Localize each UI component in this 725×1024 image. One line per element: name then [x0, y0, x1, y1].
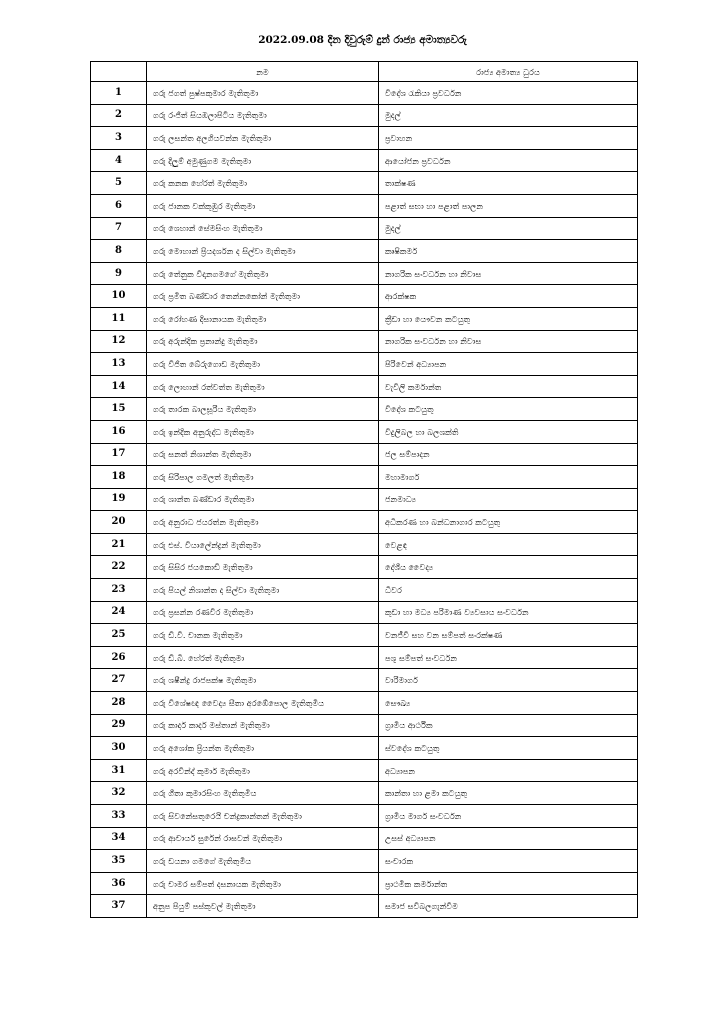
row-number: 2: [91, 104, 147, 127]
minister-portfolio: උසස් අධ්‍යාපන: [379, 827, 638, 850]
table-row: [91, 104, 638, 127]
table-row: [91, 194, 638, 217]
row-number: 7: [91, 217, 147, 240]
row-number: 36: [91, 872, 147, 895]
table-row: [91, 217, 638, 240]
minister-portfolio: අධිකරණ හා බන්ධනාගාර කටයුතු: [379, 511, 638, 534]
row-number: 21: [91, 533, 147, 556]
table-row: [91, 353, 638, 376]
minister-name: ගරු ඉන්දික අනුරුද්ධ මැතිතුමා: [147, 420, 379, 443]
minister-portfolio: තාක්ෂණ: [379, 172, 638, 195]
table-row: [91, 827, 638, 850]
minister-portfolio: ප්‍රවාහන: [379, 127, 638, 150]
minister-portfolio: ජනමාධ්‍ය: [379, 488, 638, 511]
row-number: 24: [91, 601, 147, 624]
minister-portfolio: ග්‍රාමීය මාර්ග සංවර්ධන: [379, 805, 638, 828]
table-row: [91, 82, 638, 105]
minister-name: ගරු දිලුම් අමුණුගම මැතිතුමා: [147, 149, 379, 172]
row-number: 8: [91, 240, 147, 263]
minister-portfolio: නාගරික සංවර්ධන හා නිවාස: [379, 330, 638, 353]
table-row: [91, 579, 638, 602]
minister-name: ගරු සිවනේසතුරෙයි චන්ද්‍රකාන්තන් මැතිතුමා: [147, 805, 379, 828]
minister-portfolio: විදේශ රැකියා ප්‍රවර්ධන: [379, 82, 638, 105]
minister-portfolio: නාගරික සංවර්ධන හා නිවාස: [379, 262, 638, 285]
minister-name: අනුප පියුම් පස්කුවල් මැතිතුමා: [147, 895, 379, 918]
minister-portfolio: මුදල්: [379, 217, 638, 240]
table-row: [91, 872, 638, 895]
row-number: 1: [91, 82, 147, 105]
table-row: [91, 466, 638, 489]
row-number: 29: [91, 714, 147, 737]
table-row: [91, 759, 638, 782]
minister-portfolio: ධීවර: [379, 579, 638, 602]
row-number: 34: [91, 827, 147, 850]
header-name: නම: [147, 62, 379, 82]
minister-name: ගරු අනුරාධ ජයරත්න මැතිතුමා: [147, 511, 379, 534]
minister-portfolio: කුඩා හා මධ්‍ය පරිමාණ ව්‍යවසාය සංවර්ධන: [379, 601, 638, 624]
minister-portfolio: වාරිමාර්ග: [379, 669, 638, 692]
table-row: [91, 307, 638, 330]
minister-name: ගරු අරවින්ද් කුමාර් මැතිතුමා: [147, 759, 379, 782]
minister-name: ගරු අශෝක ප්‍රියන්ත මැතිතුමා: [147, 737, 379, 760]
row-number: 9: [91, 262, 147, 285]
table-row: [91, 285, 638, 308]
minister-name: ගරු රෝහණ දිසානායක මැතිතුමා: [147, 307, 379, 330]
minister-name: ගරු ආචාර්ය සුරේන් රාඝවන් මැතිතුමා: [147, 827, 379, 850]
row-number: 6: [91, 194, 147, 217]
row-number: 5: [91, 172, 147, 195]
minister-name: ගරු රංජිත් සියඹලාපිටිය මැතිතුමා: [147, 104, 379, 127]
minister-portfolio: මුදල්: [379, 104, 638, 127]
minister-portfolio: මහාමාර්ග: [379, 466, 638, 489]
minister-name: ගරු ඩී.බී. හේරත් මැතිතුමා: [147, 646, 379, 669]
minister-name: ගරු ගීතා කුමාරසිංහ මැතිතුමිය: [147, 782, 379, 805]
minister-name: ගරු ජානක වක්කුඹුර මැතිතුමා: [147, 194, 379, 217]
minister-portfolio: ප්‍රාථමික කර්මාන්ත: [379, 872, 638, 895]
minister-portfolio: අධ්‍යාපන: [379, 759, 638, 782]
minister-portfolio: සමාජ සවිබලගැන්වීම: [379, 895, 638, 918]
table-row: [91, 420, 638, 443]
row-number: 33: [91, 805, 147, 828]
row-number: 30: [91, 737, 147, 760]
table-row: [91, 850, 638, 873]
minister-portfolio: පශු සම්පත් සංවර්ධන: [379, 646, 638, 669]
minister-name: ගරු පියල් නිශාන්ත ද සිල්වා මැතිතුමා: [147, 579, 379, 602]
table-row: [91, 714, 638, 737]
minister-portfolio: පිරිවෙන් අධ්‍යාපන: [379, 353, 638, 376]
minister-portfolio: සෞඛ්‍ය: [379, 692, 638, 715]
row-number: 35: [91, 850, 147, 873]
row-number: 23: [91, 579, 147, 602]
minister-portfolio: වෙළඳ: [379, 533, 638, 556]
minister-name: ගරු සනත් නිශාන්ත මැතිතුමා: [147, 443, 379, 466]
row-number: 13: [91, 353, 147, 376]
minister-portfolio: වනජීවී සහ වන සම්පත් සංරක්ෂණ: [379, 624, 638, 647]
minister-name: ගරු තාරක බාලසූරිය මැතිතුමා: [147, 398, 379, 421]
row-number: 11: [91, 307, 147, 330]
table-row: [91, 646, 638, 669]
table-row: [91, 330, 638, 353]
row-number: 20: [91, 511, 147, 534]
table-row: [91, 488, 638, 511]
table-row: [91, 692, 638, 715]
minister-portfolio: ආරක්ෂක: [379, 285, 638, 308]
table-row: [91, 895, 638, 918]
row-number: 16: [91, 420, 147, 443]
minister-portfolio: කෘෂිකර්ම: [379, 240, 638, 263]
header-portfolio: රාජ්‍ය අමාත්‍ය ධුරය: [379, 62, 638, 82]
table-row: [91, 601, 638, 624]
row-number: 10: [91, 285, 147, 308]
row-number: 17: [91, 443, 147, 466]
minister-name: ගරු ප්‍රමිත බණ්ඩාර තෙන්නකෝන් මැතිතුමා: [147, 285, 379, 308]
table-row: [91, 443, 638, 466]
table-row: [91, 669, 638, 692]
minister-name: ගරු ජගත් පුෂ්පකුමාර මැතිතුමා: [147, 82, 379, 105]
minister-name: ගරු විජිත බේරුගොඩ මැතිතුමා: [147, 353, 379, 376]
table-row: [91, 533, 638, 556]
minister-portfolio: වැවිලි කර්මාන්ත: [379, 375, 638, 398]
header-number: [91, 62, 147, 82]
minister-name: ගරු කනක හේරත් මැතිතුමා: [147, 172, 379, 195]
table-row: [91, 624, 638, 647]
table-row: [91, 375, 638, 398]
minister-portfolio: ක්‍රීඩා හා යෞවන කටයුතු: [379, 307, 638, 330]
row-number: 3: [91, 127, 147, 150]
row-number: 19: [91, 488, 147, 511]
minister-name: ගරු සිරිපාල ගමලත් මැතිතුමා: [147, 466, 379, 489]
table-row: [91, 556, 638, 579]
minister-portfolio: විදුලිබල හා බලශක්ති: [379, 420, 638, 443]
table-row: [91, 398, 638, 421]
minister-name: ගරු ශෙහාන් සේමසිංහ මැතිතුමා: [147, 217, 379, 240]
minister-name: ගරු ශාන්ත බණ්ඩාර මැතිතුමා: [147, 488, 379, 511]
table-row: [91, 737, 638, 760]
minister-name: ගරු අරුන්දික ප්‍රනාන්දු මැතිතුමා: [147, 330, 379, 353]
minister-name: ගරු චාමර සම්පත් දසනායක මැතිතුමා: [147, 872, 379, 895]
page-title: 2022.09.08 දින දිවුරුම් දුන් රාජ්‍ය අමාත්‍යවරු: [258, 34, 467, 46]
row-number: 15: [91, 398, 147, 421]
table-row: [91, 782, 638, 805]
minister-name: ගරු ශෂීන්ද්‍ර රාජපක්ෂ මැතිතුමා: [147, 669, 379, 692]
minister-portfolio: ජල සම්පාදන: [379, 443, 638, 466]
minister-portfolio: කාන්තා හා ළමා කටයුතු: [379, 782, 638, 805]
minister-name: ගරු විශේෂඥ වෛද්‍ය සීතා අරඹේපොල මැතිතුමිය: [147, 692, 379, 715]
row-number: 28: [91, 692, 147, 715]
row-number: 31: [91, 759, 147, 782]
minister-portfolio: සංචාරක: [379, 850, 638, 873]
minister-name: ගරු ඩී.වී. චානක මැතිතුමා: [147, 624, 379, 647]
row-number: 26: [91, 646, 147, 669]
minister-portfolio: විදේශ කටයුතු: [379, 398, 638, 421]
row-number: 4: [91, 149, 147, 172]
table-row: [91, 127, 638, 150]
minister-portfolio: ආයෝජන ප්‍රවර්ධන: [379, 149, 638, 172]
ministers-table: [90, 61, 638, 918]
table-header: [91, 62, 638, 82]
table-row: [91, 805, 638, 828]
minister-portfolio: පළාත් සභා හා පළාත් පාලන: [379, 194, 638, 217]
row-number: 37: [91, 895, 147, 918]
minister-name: ගරු එස්. වියාලේන්ද්‍රන් මැතිතුමා: [147, 533, 379, 556]
row-number: 25: [91, 624, 147, 647]
minister-name: ගරු ලසන්ත අලගියවන්න මැතිතුමා: [147, 127, 379, 150]
table-row: [91, 511, 638, 534]
table-body: [91, 82, 638, 918]
minister-portfolio: ස්වදේශ කටයුතු: [379, 737, 638, 760]
table-row: [91, 240, 638, 263]
row-number: 22: [91, 556, 147, 579]
table-row: [91, 262, 638, 285]
row-number: 27: [91, 669, 147, 692]
minister-name: ගරු ඩයනා ගමගේ මැතිතුමිය: [147, 850, 379, 873]
minister-portfolio: ග්‍රාමීය ආර්ථික: [379, 714, 638, 737]
minister-portfolio: දේශීය වෛද්‍ය: [379, 556, 638, 579]
row-number: 32: [91, 782, 147, 805]
table-row: [91, 149, 638, 172]
header-row: [91, 62, 638, 82]
table-row: [91, 172, 638, 195]
row-number: 12: [91, 330, 147, 353]
minister-name: ගරු කාදර් කාදර් මස්තාන් මැතිතුමා: [147, 714, 379, 737]
minister-name: ගරු මොහාන් ප්‍රියදර්ශන ද සිල්වා මැතිතුමා: [147, 240, 379, 263]
minister-name: ගරු සිසිර ජයකොඩි මැතිතුමා: [147, 556, 379, 579]
row-number: 14: [91, 375, 147, 398]
row-number: 18: [91, 466, 147, 489]
minister-name: ගරු ලොහාන් රත්වත්ත මැතිතුමා: [147, 375, 379, 398]
minister-name: ගරු ප්‍රසන්න රණවීර මැතිතුමා: [147, 601, 379, 624]
minister-name: ගරු තේනුක විදානගමගේ මැතිතුමා: [147, 262, 379, 285]
